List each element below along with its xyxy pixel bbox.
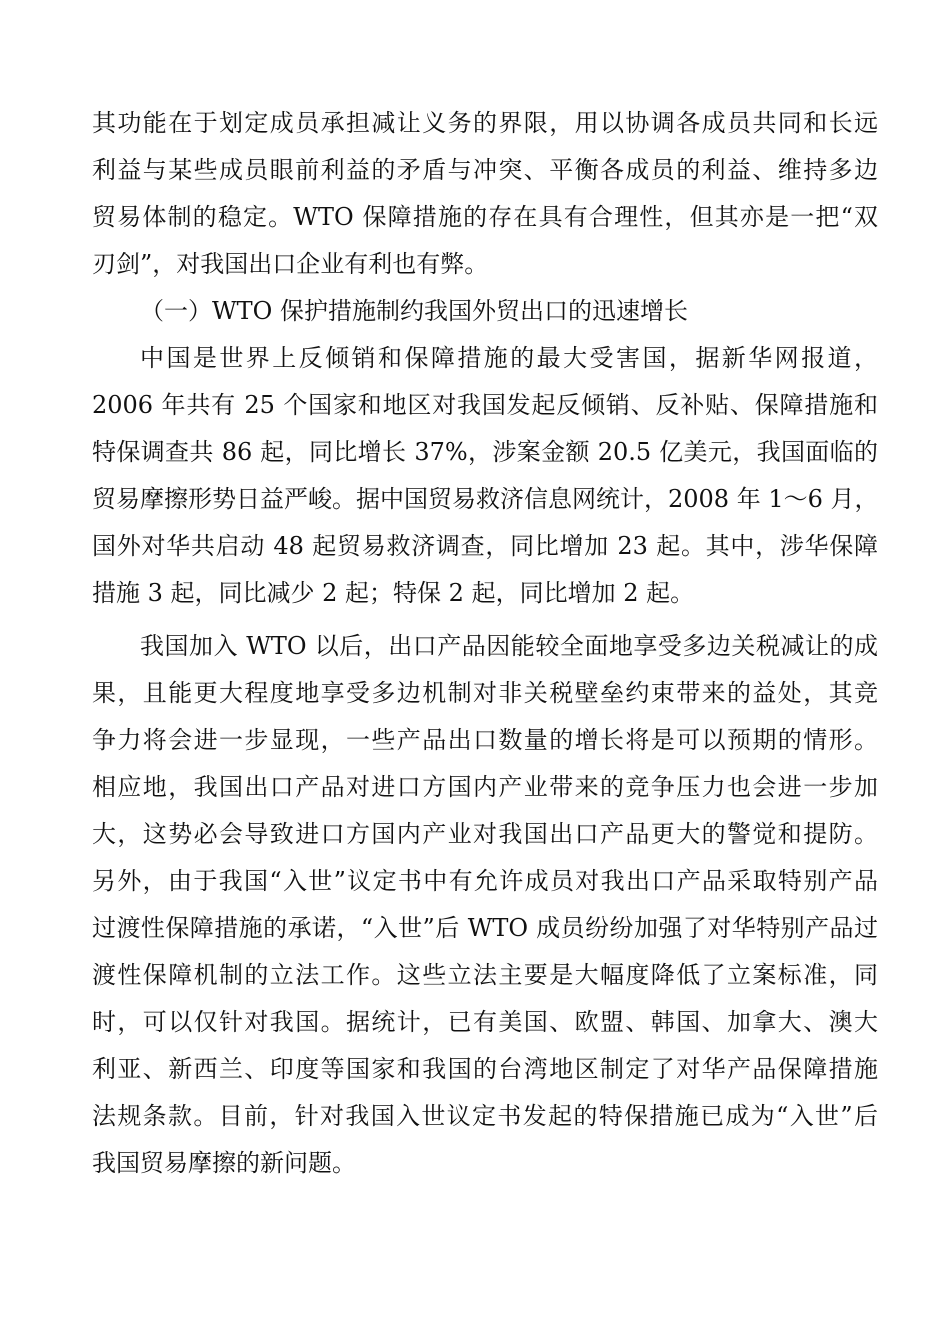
text-line: 措施 3 起，同比减少 2 起；特保 2 起，同比增加 2 起。 bbox=[92, 579, 695, 607]
body-text bbox=[92, 100, 878, 1187]
text-line: 我国加入 WTO 以后，出口产品因能较全面地享受多边关税减让的成 bbox=[140, 632, 878, 660]
text-line: 利亚、新西兰、印度等国家和我国的台湾地区制定了对华产品保障措施 bbox=[92, 1055, 878, 1083]
text-line: 刃剑”，对我国出口企业有利也有弊。 bbox=[92, 250, 489, 278]
text-line: 渡性保障机制的立法工作。这些立法主要是大幅度降低了立案标准，同 bbox=[92, 961, 878, 989]
text-line: 利益与某些成员眼前利益的矛盾与冲突、平衡各成员的利益、维持多边 bbox=[92, 156, 878, 184]
text-line: 贸易摩擦形势日益严峻。据中国贸易救济信息网统计，2008 年 1～6 月， bbox=[92, 485, 879, 513]
text-line: 另外，由于我国“入世”议定书中有允许成员对我出口产品采取特别产品 bbox=[92, 867, 878, 895]
text-line: 我国贸易摩擦的新问题。 bbox=[92, 1149, 356, 1177]
text-line: 时，可以仅针对我国。据统计，已有美国、欧盟、韩国、加拿大、澳大 bbox=[92, 1008, 878, 1036]
text-line: 中国是世界上反倾销和保障措施的最大受害国，据新华网报道， bbox=[140, 344, 878, 372]
text-line: 大，这势必会导致进口方国内产业对我国出口产品更大的警觉和提防。 bbox=[92, 820, 878, 848]
text-line: 其功能在于划定成员承担减让义务的界限，用以协调各成员共同和长远 bbox=[92, 109, 878, 137]
text-line: 争力将会进一步显现，一些产品出口数量的增长将是可以预期的情形。 bbox=[92, 726, 878, 754]
text-line: 2006 年共有 25 个国家和地区对我国发起反倾销、反补贴、保障措施和 bbox=[92, 391, 878, 419]
text-line: 果，且能更大程度地享受多边机制对非关税壁垒约束带来的益处，其竞 bbox=[92, 679, 878, 707]
text-line: 特保调查共 86 起，同比增长 37%，涉案金额 20.5 亿美元，我国面临的 bbox=[92, 438, 878, 466]
text-line: 国外对华共启动 48 起贸易救济调查，同比增加 23 起。其中，涉华保障 bbox=[92, 532, 878, 560]
section-heading: （一）WTO 保护措施制约我国外贸出口的迅速增长 bbox=[140, 297, 688, 325]
text-line: 相应地，我国出口产品对进口方国内产业带来的竞争压力也会进一步加 bbox=[92, 773, 878, 801]
text-line: 过渡性保障措施的承诺，“入世”后 WTO 成员纷纷加强了对华特别产品过 bbox=[92, 914, 878, 942]
text-line: 法规条款。目前，针对我国入世议定书发起的特保措施已成为“入世”后 bbox=[92, 1102, 878, 1130]
text-line: 贸易体制的稳定。WTO 保障措施的存在具有合理性，但其亦是一把“双 bbox=[92, 203, 878, 231]
